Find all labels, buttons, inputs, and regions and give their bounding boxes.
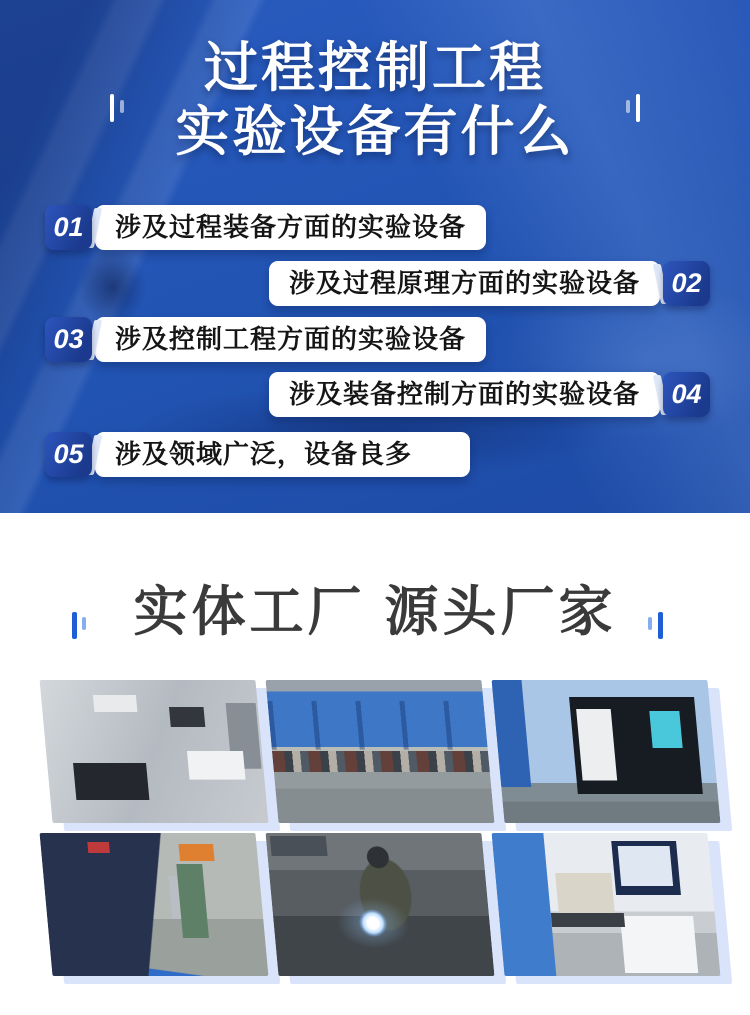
photo-image — [39, 680, 268, 823]
item-text: 涉及领域广泛，设备良多 — [95, 432, 470, 477]
equipment-item-01 — [45, 205, 486, 250]
photo-assembly-workshop — [272, 680, 488, 823]
photo-factory-floor-overview — [46, 680, 262, 823]
item-text: 涉及过程装备方面的实验设备 — [95, 205, 486, 250]
photo-welding-operation — [272, 833, 488, 976]
photo-image — [491, 680, 720, 823]
item-number-badge: 02 — [663, 261, 710, 306]
item-text: 涉及装备控制方面的实验设备 — [269, 372, 660, 417]
item-number-badge: 04 — [663, 372, 710, 417]
equipment-item-05 — [45, 432, 470, 477]
item-number-badge: 05 — [45, 432, 92, 477]
equipment-item-03 — [45, 317, 486, 362]
item-number-badge: 03 — [45, 317, 92, 362]
page-title-line2: 实验设备有什么 — [175, 102, 575, 162]
factory-photos-grid — [46, 680, 714, 976]
item-number-badge: 01 — [45, 205, 92, 250]
factory-section-title: 实体工厂 源头厂家 — [133, 582, 617, 642]
photo-image — [39, 833, 268, 976]
item-text: 涉及控制工程方面的实验设备 — [95, 317, 486, 362]
photo-image — [265, 833, 494, 976]
photo-image — [265, 680, 494, 823]
photo-cnc-machining-center — [498, 680, 714, 823]
page-title — [0, 36, 750, 164]
item-text: 涉及过程原理方面的实验设备 — [269, 261, 660, 306]
photo-laser-marking-station — [498, 833, 714, 976]
page-title-line1: 过程控制工程 — [204, 38, 546, 98]
equipment-item-02 — [269, 261, 710, 306]
photo-image — [491, 833, 720, 976]
equipment-item-04 — [269, 372, 710, 417]
photo-worker-drilling-machine — [46, 833, 262, 976]
